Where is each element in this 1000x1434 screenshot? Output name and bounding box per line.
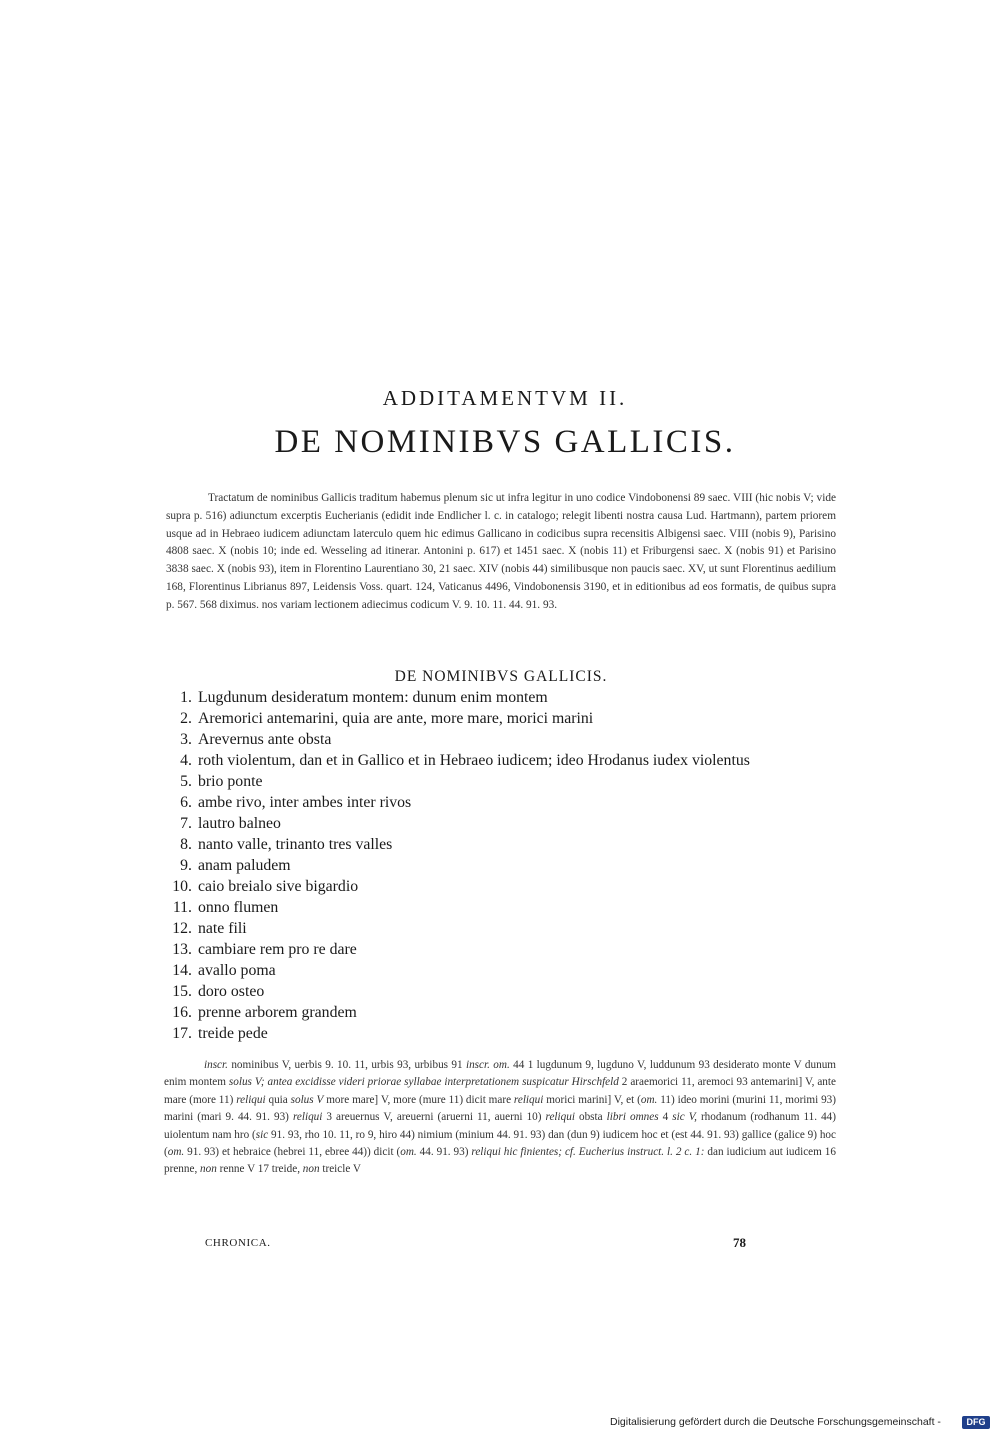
glossary-entry bbox=[158, 1023, 858, 1044]
glossary-entry bbox=[158, 729, 858, 750]
entry-number: 3. bbox=[180, 731, 192, 748]
entry-number: 16. bbox=[172, 1004, 192, 1021]
entry-number: 4. bbox=[180, 752, 192, 769]
entry-text: Lugdunum desideratum montem: dunum enim montem bbox=[198, 689, 548, 706]
section-title: DE NOMINIBVS GALLICIS. bbox=[274, 424, 736, 460]
entry-number: 8. bbox=[180, 836, 192, 853]
glossary-entry bbox=[158, 834, 858, 855]
glossary-title: DE NOMINIBVS GALLICIS. bbox=[394, 668, 608, 685]
entry-number: 10. bbox=[172, 878, 192, 895]
entry-number: 13. bbox=[172, 941, 192, 958]
entry-text: avallo poma bbox=[198, 962, 276, 979]
entry-number: 11. bbox=[172, 899, 192, 916]
entry-text: roth violentum, dan et in Gallico et in Hebraeo iudicem; ideo Hrodanus iudex violentus bbox=[198, 752, 750, 769]
entry-text: doro osteo bbox=[198, 983, 265, 1000]
glossary-entry bbox=[158, 813, 858, 834]
page-number: 78 bbox=[733, 1235, 746, 1250]
entry-number: 6. bbox=[180, 794, 192, 811]
glossary-entry bbox=[158, 960, 858, 981]
entry-text: nanto valle, trinanto tres valles bbox=[198, 836, 393, 853]
apparatus-text: inscr. nominibus V, uerbis 9. 10. 11, urbis 93, urbibus 91 inscr. om. 44 1 lugdunum 9, lugduno V, luddunum 93 desiderato monte V dunum enim montem solus V; antea excidisse videri priorae syllabae interpretationem suspicatur Hirschfeld 2 araemorici 11, aremoci 93 antemarini] V, ante mare (more 11) reliqui quia solus V more mare] V, more (mure 11) dicit mare reliqui morici marini] V, et (om. 11) ideo morini (murini 11, morimi 93) marini (mari 9. 44. 91. 93) reliqui 3 areuernus V, areuerni (aruerni 11, auerni 10) reliqui obsta libri omnes 4 sic V, rhodanum (rodhanum 11. 44) uiolentum nam hro (sic 91. 93, rho 10. 11, ro 9, hiro 44) nimium (minium 44. 91. 93) dan (dun 9) iudicem hoc et (est 44. 91. 93) gallice (galice 9) hoc (om. 91. 93) et hebraice (hebrei 11, ebree 44)) dicit (om. 44. 91. 93) reliqui hic finientes; cf. Eucherius instruct. l. 2 c. 1: dan iudicium aut iudicem 16 prenne, non renne V 17 treide, non treicle V bbox=[164, 1059, 837, 1176]
entry-number: 14. bbox=[172, 962, 192, 979]
entry-text: brio ponte bbox=[198, 773, 263, 790]
glossary-entry bbox=[158, 981, 858, 1002]
glossary-entry bbox=[158, 876, 858, 897]
entry-text: lautro balneo bbox=[198, 815, 281, 832]
entry-number: 5. bbox=[180, 773, 192, 790]
entry-number: 2. bbox=[180, 710, 192, 727]
dfg-logo: DFG bbox=[962, 1416, 990, 1429]
entry-text: prenne arborem grandem bbox=[198, 1004, 357, 1021]
entry-text: treide pede bbox=[198, 1025, 268, 1042]
signature-mark: CHRONICA. bbox=[205, 1237, 271, 1249]
entry-text: onno flumen bbox=[198, 899, 279, 916]
entry-number: 17. bbox=[172, 1025, 192, 1042]
glossary-entry bbox=[158, 897, 858, 918]
entry-text: Arevernus ante obsta bbox=[198, 731, 332, 748]
glossary-entry bbox=[158, 918, 858, 939]
glossary-entry bbox=[158, 939, 858, 960]
entry-text: ambe rivo, inter ambes inter rivos bbox=[198, 794, 412, 811]
entry-number: 15. bbox=[172, 983, 192, 1000]
critical-apparatus bbox=[164, 1057, 836, 1179]
section-subtitle: ADDITAMENTVM II. bbox=[382, 386, 628, 410]
entry-text: caio breialo sive bigardio bbox=[198, 878, 359, 895]
glossary-entry bbox=[158, 750, 858, 771]
entry-text: anam paludem bbox=[198, 857, 291, 874]
glossary-entry bbox=[158, 792, 858, 813]
glossary-entry bbox=[158, 855, 858, 876]
digitization-credit: Digitalisierung gefördert durch die Deutsche Forschungsgemeinschaft - bbox=[610, 1416, 941, 1428]
glossary-entry bbox=[158, 771, 858, 792]
intro-paragraph bbox=[166, 490, 836, 615]
glossary-entry bbox=[158, 687, 858, 708]
entry-number: 7. bbox=[180, 815, 192, 832]
entry-text: Aremorici antemarini, quia are ante, more mare, morici marini bbox=[198, 710, 594, 727]
entry-text: cambiare rem pro re dare bbox=[198, 941, 357, 958]
glossary-entry bbox=[158, 708, 858, 729]
glossary-list bbox=[158, 687, 858, 1044]
entry-number: 1. bbox=[180, 689, 192, 706]
entry-text: nate fili bbox=[198, 920, 247, 937]
intro-text: Tractatum de nominibus Gallicis traditum habemus plenum sic ut infra legitur in uno codice Vindobonensi 89 saec. VIII (hic nobis V; vide supra p. 516) adiunctum excerptis Eucherianis (edidit inde Endlicher l. c. in catalogo; relegit libenti nostra causa Lud. Hartmann), partem priorem usque ad in Hebraeo iudicem adiunctam laterculo quem hic edimus Gallicano in codicibus supra recensitis Albigensi saec. VIII (nobis 9), Parisino 4808 saec. X (nobis 10; inde ed. Wesseling ad itinerar. Antonini p. 617) et 1451 saec. X (nobis 11) et Friburgensi saec. X (nobis 91) et Parisino 3838 saec. X (nobis 93), item in Florentino Laurentiano 30, 21 saec. XIV (nobis 44) similibusque non paucis saec. XV, ut sunt Florentinus aedilium 168, Florentinus Librianus 897, Leidensis Voss. quart. 124, Vaticanus 4496, Vindobonensis 3190, et in editionibus ad eos formatis, de quibus supra p. 567. 568 diximus. nos variam lectionem adiecimus codicum V. 9. 10. 11. 44. 91. 93. bbox=[166, 492, 836, 611]
entry-number: 12. bbox=[172, 920, 192, 937]
entry-number: 9. bbox=[180, 857, 192, 874]
glossary-entry bbox=[158, 1002, 858, 1023]
